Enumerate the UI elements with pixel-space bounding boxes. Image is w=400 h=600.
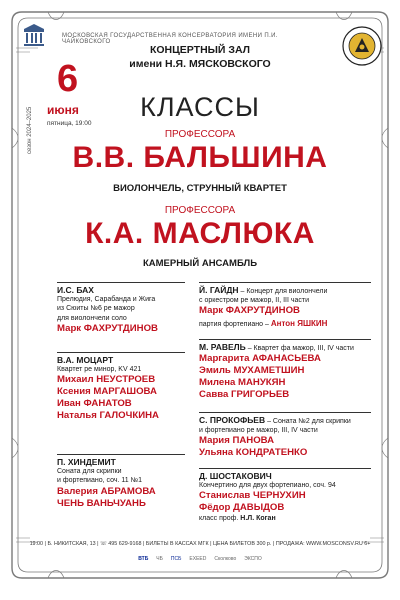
season-label: сезон 2024–2025	[27, 106, 33, 154]
divider-ravel	[199, 339, 371, 340]
institution-name: МОСКОВСКАЯ ГОСУДАРСТВЕННАЯ КОНСЕРВАТОРИЯ ИМЕНИ П.И. ЧАЙКОВСКОГО	[62, 33, 278, 45]
hall-name-line2: имени Н.Я. МЯСКОВСКОГО	[129, 58, 271, 70]
composer-hindemith: П. ХИНДЕМИТ	[57, 457, 116, 467]
professor1-label: ПРОФЕССОРА	[164, 129, 236, 140]
date-month: июня	[47, 103, 79, 117]
work-line: Квартет ре минор, KV 421	[57, 366, 142, 374]
work-line: с оркестром ре мажор, II, III части	[199, 297, 310, 305]
work-line: – Концерт для виолончели	[238, 288, 328, 295]
performer: Савва ГРИГОРЬЕВ	[199, 389, 290, 401]
professor1-name: В.В. БАЛЬШИНА	[72, 141, 328, 174]
composer-haydn: Й. ГАЙДН	[199, 285, 239, 295]
performer: Наталья ГАЛОЧКИНА	[57, 410, 159, 422]
divider-bach	[57, 282, 185, 283]
work-line: – Соната №2 для скрипки	[265, 418, 351, 425]
performer: Мария ПАНОВА	[199, 435, 275, 447]
performer: Маргарита АФАНАСЬЕВА	[199, 353, 321, 365]
footer-info: 19:00 | Б. НИКИТСКАЯ, 13 | ☏ 495 629-9168 | БИЛЕТЫ В КАССАХ МГК | ЦЕНА БИЛЕТОВ 300 р. | ПРОДАЖА: WWW.MOSCONSV.RU 6+	[29, 541, 371, 547]
program-hindemith	[57, 458, 192, 510]
work-line: Прелюдия, Сарабанда и Жига	[57, 296, 156, 304]
class-label: класс проф.	[199, 515, 241, 523]
program-haydn	[199, 286, 375, 330]
class-professor: Н.Л. Коган	[240, 515, 276, 523]
work-line: Соната для скрипки	[57, 468, 122, 476]
program-prokofiev	[199, 416, 375, 459]
work-line: – Квартет фа мажор, III, IV части	[245, 345, 354, 352]
performer: Эмиль МУХАМЕТШИН	[199, 365, 305, 377]
work-line: Кончертино для двух фортепиано, соч. 94	[199, 482, 336, 490]
program-ravel	[199, 343, 375, 401]
performer: Ксения МАРГАШОВА	[57, 386, 157, 398]
performer: Марк ФАХРУТДИНОВ	[199, 305, 300, 317]
program-shostakovich	[199, 472, 375, 524]
work-line: и фортепиано, соч. 11 №1	[57, 477, 142, 485]
hall-name-line1: КОНЦЕРТНЫЙ ЗАЛ	[149, 44, 251, 56]
performer: Валерия АБРАМОВА	[57, 485, 156, 497]
program-mozart	[57, 356, 192, 422]
composer-prokofiev: С. ПРОКОФЬЕВ	[199, 415, 266, 425]
professor2-label: ПРОФЕССОРА	[164, 205, 236, 216]
date-day: 6	[57, 58, 79, 100]
divider-haydn	[199, 282, 371, 283]
composer-ravel: М. РАВЕЛЬ	[199, 342, 246, 352]
program-bach	[57, 286, 192, 335]
sponsor-logo: ВТБ	[138, 556, 149, 562]
sponsor-logo: ПСБ	[170, 556, 182, 562]
divider-prokofiev	[199, 412, 371, 413]
work-line: из Сюиты №6 ре мажор	[57, 305, 135, 313]
performer: Фёдор ДАВЫДОВ	[199, 502, 285, 514]
performer: Ульяна КОНДРАТЕНКО	[199, 447, 308, 459]
piano-part-label: партия фортепиано –	[199, 321, 271, 329]
concert-title: КЛАССЫ	[140, 92, 260, 122]
work-line: для виолончели соло	[57, 314, 127, 322]
divider-mozart	[57, 352, 185, 353]
sponsor-logos	[0, 556, 400, 562]
divider-hindemith	[57, 454, 185, 455]
performer: Антон ЯШКИН	[270, 319, 328, 329]
professor2-name: К.А. МАСЛЮКА	[85, 217, 315, 250]
composer-mozart: В.А. МОЦАРТ	[57, 355, 114, 365]
performer: Марк ФАХРУТДИНОВ	[57, 322, 158, 334]
professor1-subtitle: ВИОЛОНЧЕЛЬ, СТРУННЫЙ КВАРТЕТ	[113, 183, 287, 194]
professor2-subtitle: КАМЕРНЫЙ АНСАМБЛЬ	[142, 258, 258, 269]
sponsor-logo: EXEED	[189, 556, 207, 562]
performer: Михаил НЕУСТРОЕВ	[57, 374, 156, 386]
date-weekday-time: пятница, 19:00	[47, 120, 92, 127]
composer-bach: И.С. БАХ	[57, 285, 94, 295]
performer: ЧЕНЬ ВАНЬЧУАНЬ	[57, 497, 146, 509]
sponsor-logo: ЭКСПО	[244, 556, 262, 562]
work-line: и фортепиано ре мажор, III, IV части	[199, 427, 318, 435]
performer: Милена МАНУКЯН	[199, 377, 286, 389]
performer: Иван ФАНАТОВ	[57, 398, 132, 410]
sponsor-logo: Сколково	[214, 556, 237, 562]
composer-shostakovich: Д. ШОСТАКОВИЧ	[199, 471, 272, 481]
sponsor-logo: ЧБ	[156, 556, 163, 562]
performer: Станислав ЧЕРНУХИН	[199, 490, 306, 502]
divider-shostakovich	[199, 468, 371, 469]
